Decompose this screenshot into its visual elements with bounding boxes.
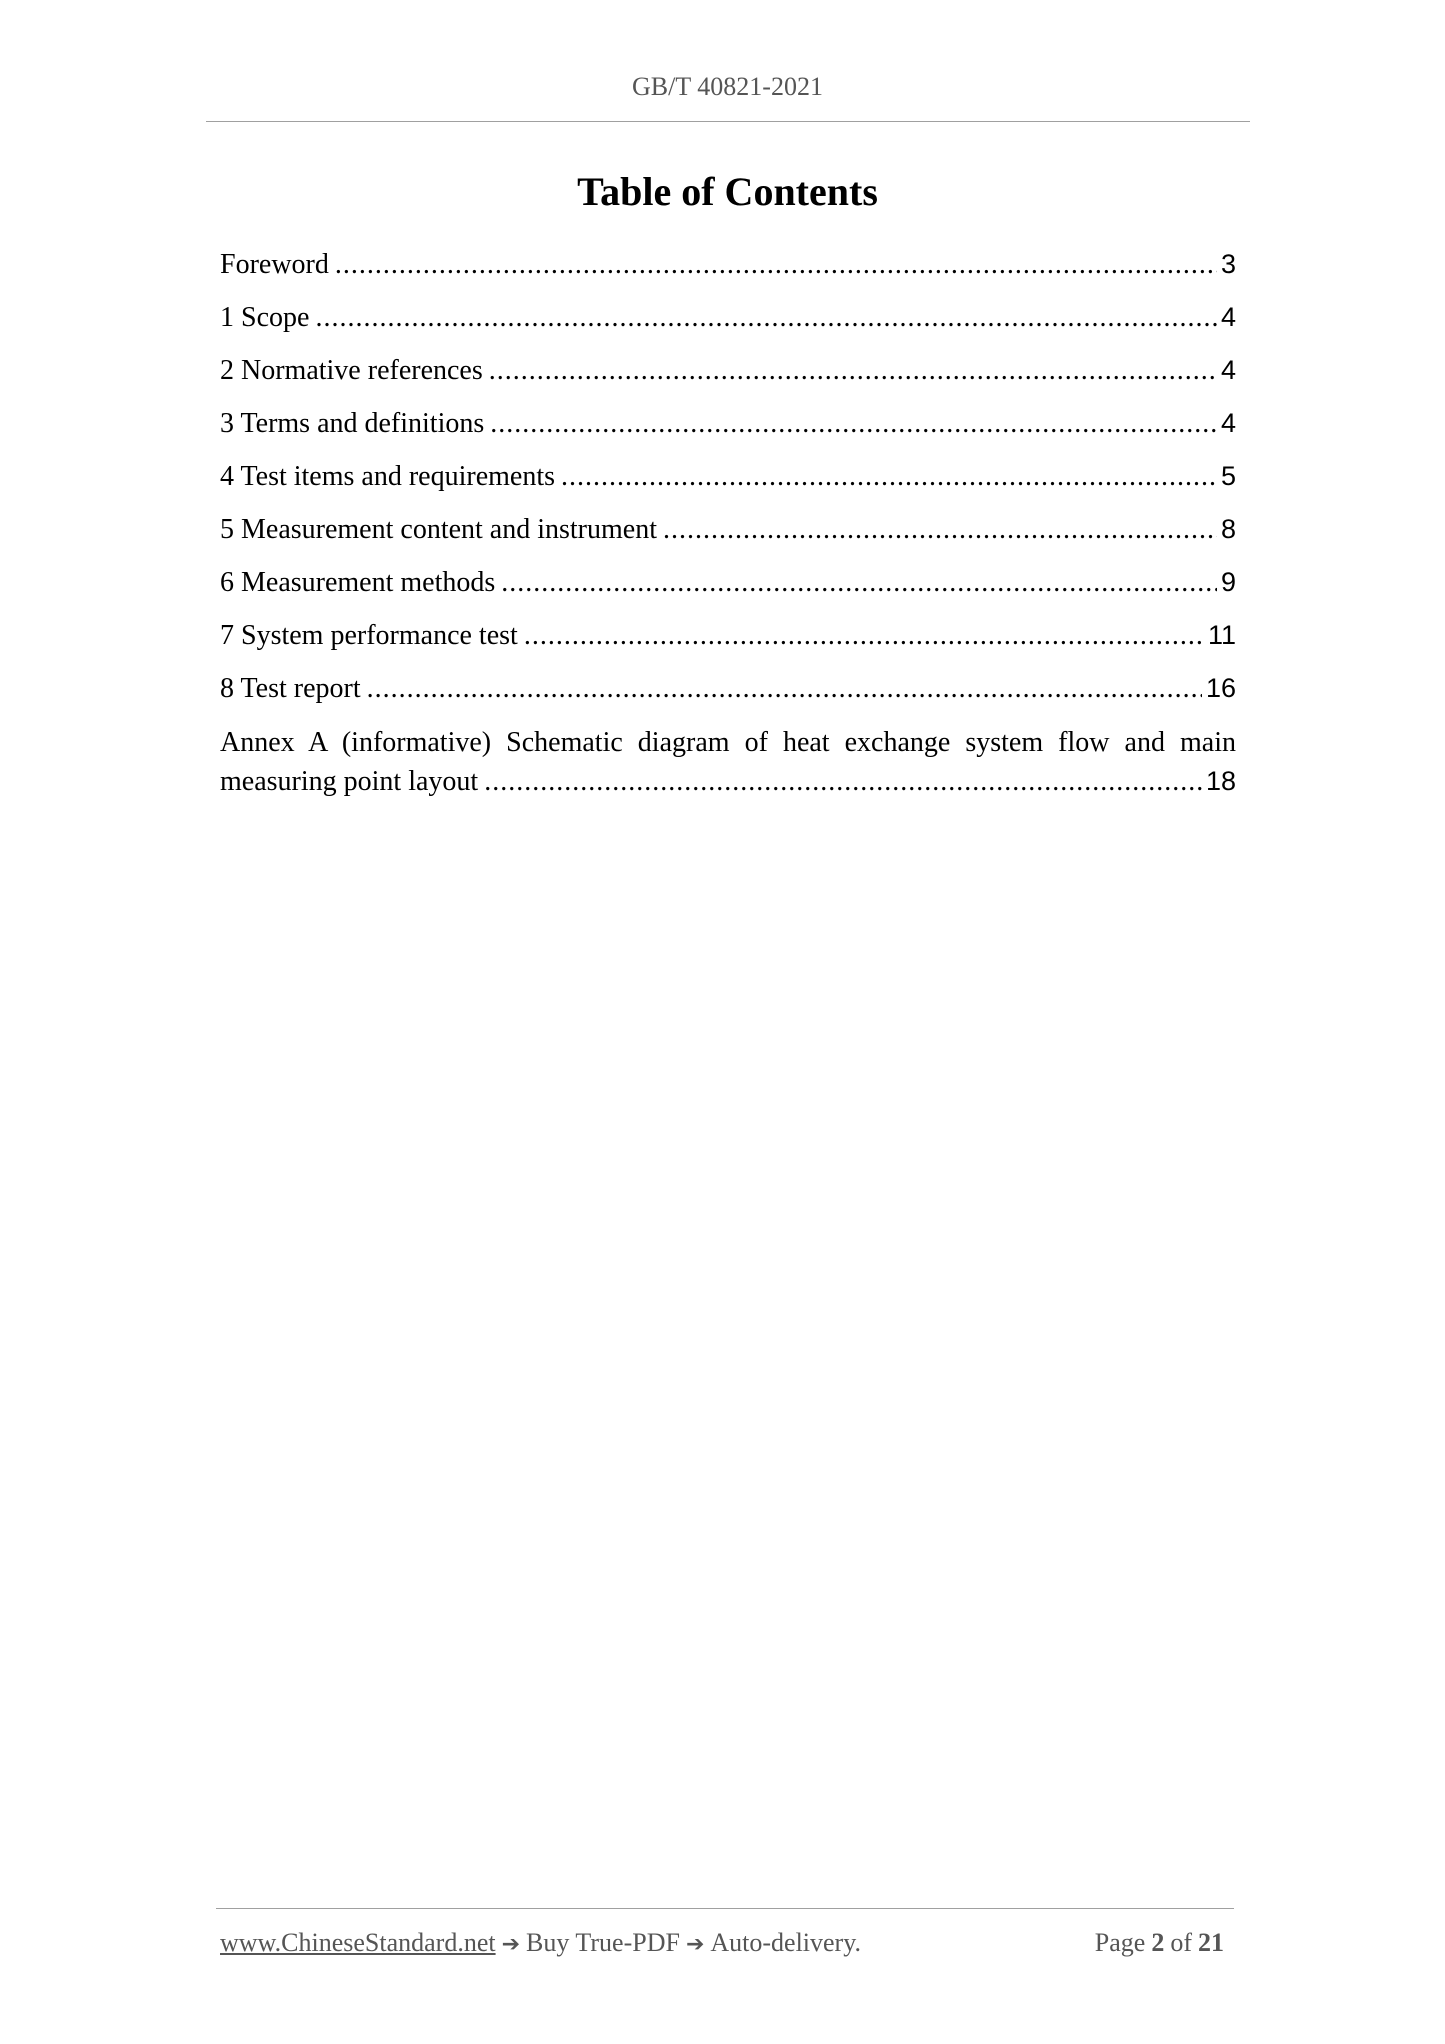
toc-leader-dots — [501, 566, 1217, 600]
toc-entry-label: Foreword — [220, 249, 329, 280]
footer-divider — [216, 1908, 1234, 1909]
toc-entry-label: 5 Measurement content and instrument — [220, 514, 657, 545]
toc-entry-page: 4 — [1220, 408, 1236, 438]
toc-entry-label: 7 System performance test — [220, 620, 518, 651]
toc-entry-label: 6 Measurement methods — [220, 567, 496, 598]
toc-entry-page: 9 — [1220, 567, 1236, 597]
toc-entry-page: 4 — [1220, 355, 1236, 385]
toc-entry-test-report[interactable] — [220, 671, 1236, 724]
toc-leader-dots — [663, 513, 1217, 547]
page-title: Table of Contents — [577, 169, 878, 214]
toc-leader-dots — [367, 672, 1202, 706]
toc-entry-test-items[interactable] — [220, 459, 1236, 512]
toc-leader-dots — [561, 460, 1217, 494]
toc-entry-page: 16 — [1205, 673, 1236, 703]
header-divider — [206, 121, 1250, 122]
toc-entry-page: 5 — [1220, 461, 1236, 491]
arrow-right-icon: ➔ — [501, 1932, 521, 1957]
toc-leader-dots — [335, 248, 1217, 282]
page-word: Page — [1094, 1928, 1146, 1957]
buy-true-pdf-text: Buy True-PDF — [526, 1928, 680, 1957]
toc-entry-system-performance[interactable] — [220, 618, 1236, 671]
of-word: of — [1170, 1928, 1192, 1957]
toc-entry-page: 4 — [1220, 302, 1236, 332]
auto-delivery-text: Auto-delivery. — [710, 1928, 862, 1957]
toc-leader-dots — [524, 619, 1204, 653]
toc-entry-label: 4 Test items and requirements — [220, 461, 556, 492]
toc-entry-annex-a[interactable] — [220, 724, 1236, 801]
toc-entry-label: 2 Normative references — [220, 355, 483, 386]
toc-entry-measurement-content[interactable] — [220, 512, 1236, 565]
page-footer — [220, 1928, 1230, 1958]
toc-leader-dots — [484, 763, 1202, 801]
total-pages: 21 — [1198, 1928, 1224, 1957]
page-number — [1095, 1928, 1230, 1958]
website-link[interactable]: www.ChineseStandard.net — [220, 1928, 496, 1957]
running-header: GB/T 40821-2021 — [632, 72, 823, 101]
toc-entry-page: 8 — [1220, 514, 1236, 544]
arrow-right-icon: ➔ — [685, 1932, 705, 1957]
current-page: 2 — [1151, 1928, 1165, 1957]
toc-entry-scope[interactable] — [220, 300, 1236, 353]
toc-entry-page: 3 — [1220, 249, 1236, 279]
toc-entry-page: 18 — [1205, 766, 1236, 796]
toc-entry-normative-references[interactable] — [220, 353, 1236, 406]
toc-entry-terms-definitions[interactable] — [220, 406, 1236, 459]
toc-entry-page: 11 — [1207, 620, 1236, 650]
toc-entry-label-line1: Annex A (informative) Schematic diagram of heat exchange system flow and main — [220, 727, 1236, 758]
footer-promo — [220, 1928, 861, 1958]
toc-entry-label: 1 Scope — [220, 302, 310, 333]
toc-entry-foreword[interactable] — [220, 247, 1236, 300]
toc-entry-label: 3 Terms and definitions — [220, 408, 485, 439]
toc-entry-label-line2: measuring point layout — [220, 766, 479, 797]
toc-leader-dots — [315, 301, 1217, 335]
toc-entry-label: 8 Test report — [220, 673, 361, 704]
toc-leader-dots — [489, 354, 1217, 388]
table-of-contents — [220, 247, 1236, 801]
toc-leader-dots — [490, 407, 1217, 441]
toc-entry-measurement-methods[interactable] — [220, 565, 1236, 618]
